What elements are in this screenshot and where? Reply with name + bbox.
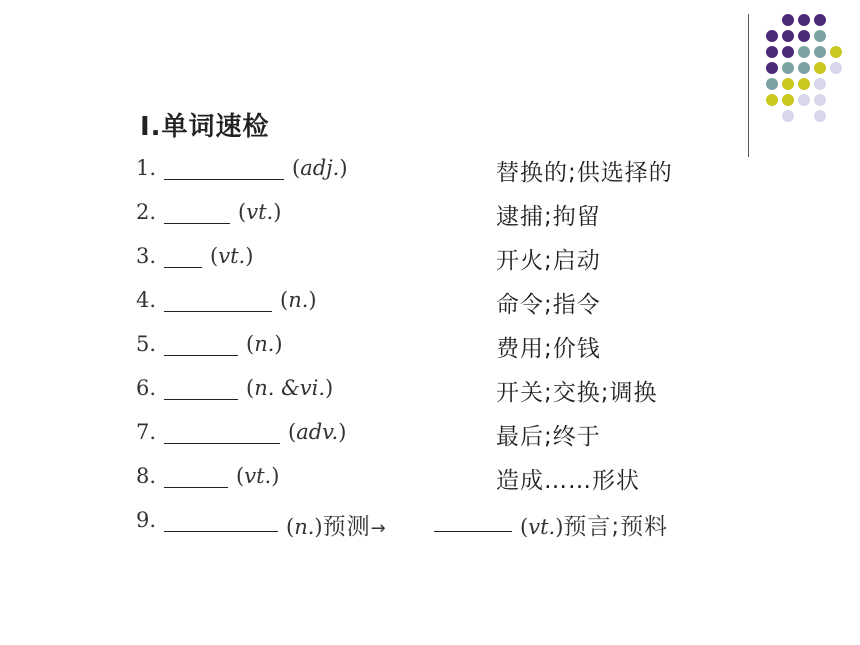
list-item [136,284,736,318]
list-item [136,504,736,538]
decorative-dot [782,78,794,90]
answer-blank [164,531,278,532]
part-of-speech: (n.) [280,288,317,312]
part-of-speech: (n.) [246,332,283,356]
decorative-dot [766,30,778,42]
item-number: 4. [136,288,157,312]
decorative-dot [798,30,810,42]
part-of-speech: (vt.) [210,244,254,268]
item-number: 9. [136,508,157,532]
meaning: 命令;指令 [496,292,601,318]
answer-blank [164,311,272,312]
part-of-speech: (vt.) [236,464,280,488]
decorative-dot [814,62,826,74]
item-number: 5. [136,332,157,356]
item-number: 8. [136,464,157,488]
decorative-dot [814,94,826,106]
item-number: 6. [136,376,157,400]
list-item [136,328,736,362]
list-item [136,372,736,406]
meaning: 替换的;供选择的 [496,160,673,186]
decorative-dot [814,110,826,122]
list-item [136,416,736,450]
item-number: 7. [136,420,157,444]
answer-blank [164,355,238,356]
meaning: 开关;交换;调换 [496,380,658,406]
answer-blank [434,531,512,532]
decorative-dot [798,62,810,74]
decorative-dot [782,62,794,74]
answer-blank [164,399,238,400]
item-number: 3. [136,244,157,268]
meaning: 预测 [322,514,371,540]
decorative-dot [766,46,778,58]
list-item [136,460,736,494]
divider-line [748,14,749,157]
part-of-speech: (vt.) [238,200,282,224]
meaning: 费用;价钱 [496,336,601,362]
part-of-speech: (adv.) [288,420,347,444]
decorative-dot [830,62,842,74]
decorative-dot [798,78,810,90]
part-of-speech: (n.)预测→ [286,514,386,540]
decorative-dot [766,78,778,90]
part-of-speech: (vt.)预言;预料 [520,514,669,540]
decorative-dot [814,14,826,26]
meaning: 逮捕;拘留 [496,204,601,230]
decorative-dot-grid [0,0,860,160]
list-item [136,152,736,186]
item-number: 1. [136,156,157,180]
part-of-speech: (adj.) [292,156,348,180]
answer-blank [164,443,280,444]
meaning: 开火;启动 [496,248,601,274]
decorative-dot [782,14,794,26]
answer-blank [164,267,202,268]
decorative-dot [798,94,810,106]
arrow-icon: → [370,518,386,539]
decorative-dot [782,94,794,106]
decorative-dot [830,46,842,58]
list-item [136,240,736,274]
decorative-dot [814,46,826,58]
part-of-speech: (n. &vi.) [246,376,334,400]
answer-blank [164,179,284,180]
decorative-dot [814,30,826,42]
section-heading: Ⅰ.单词速检 [140,112,270,142]
decorative-dot [766,62,778,74]
meaning: 预言;预料 [563,514,669,540]
decorative-dot [782,30,794,42]
decorative-dot [798,14,810,26]
item-number: 2. [136,200,157,224]
list-item [136,196,736,230]
decorative-dot [782,46,794,58]
decorative-dot [814,78,826,90]
meaning: 最后;终于 [496,424,601,450]
decorative-dot [766,94,778,106]
answer-blank [164,223,230,224]
decorative-dot [782,110,794,122]
answer-blank [164,487,228,488]
meaning: 造成……形状 [496,468,640,494]
decorative-dot [798,46,810,58]
